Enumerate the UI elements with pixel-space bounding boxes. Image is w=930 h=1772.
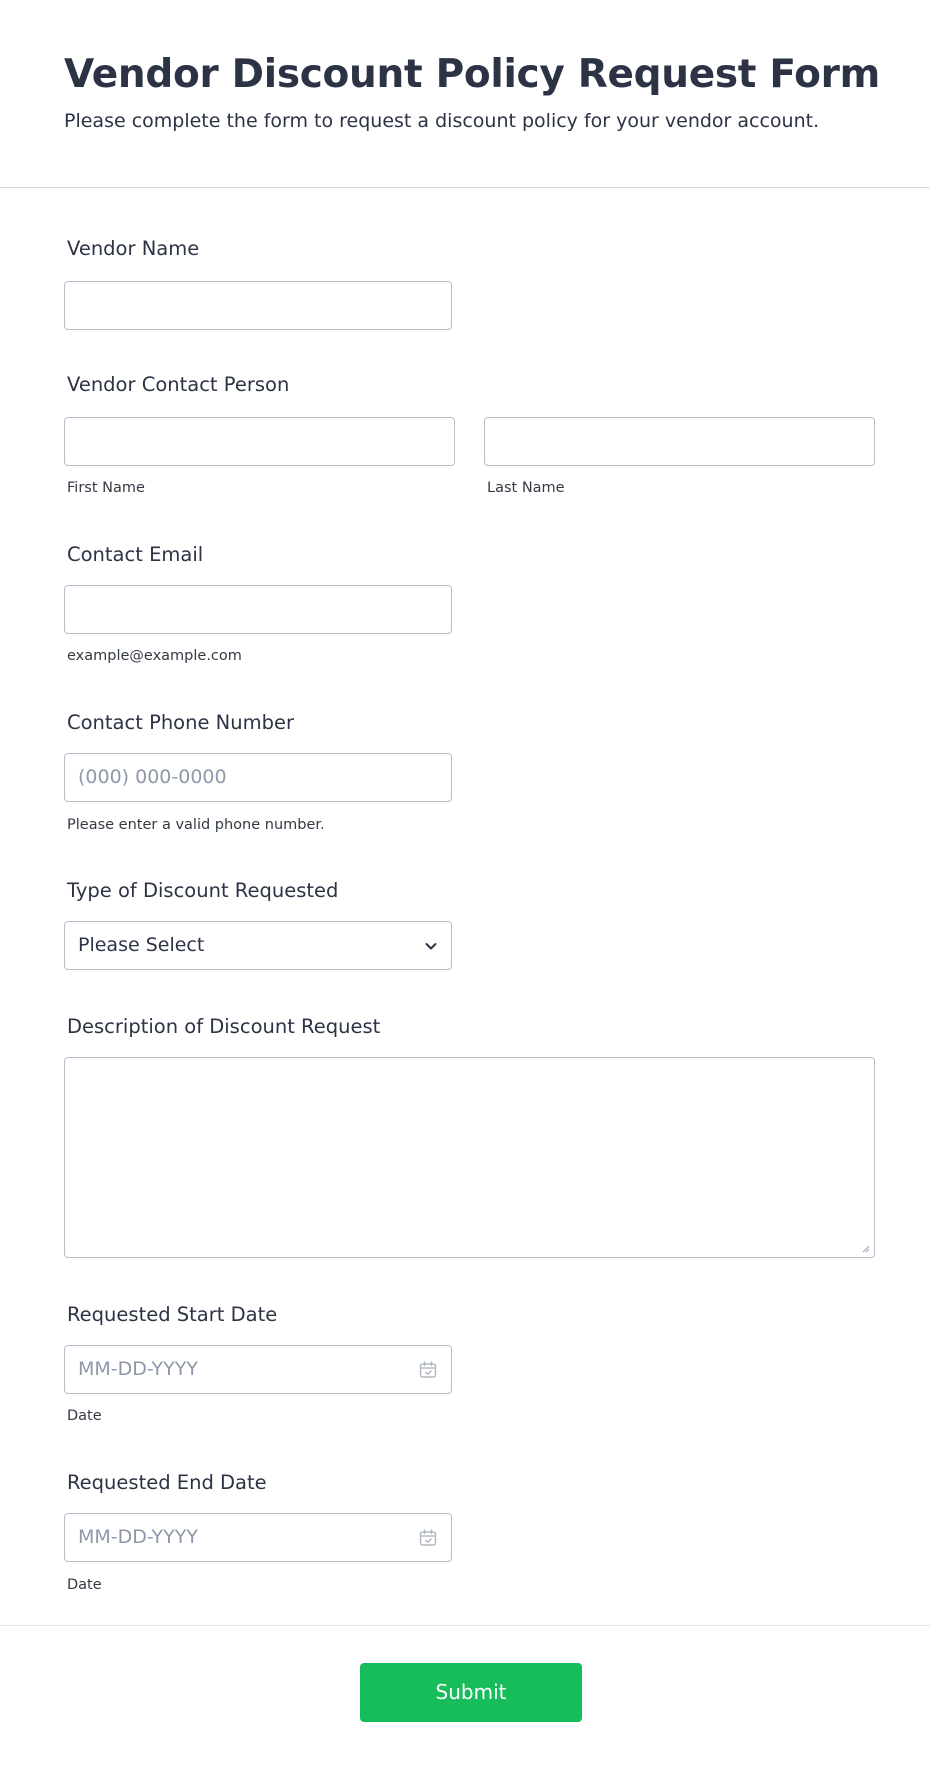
calendar-icon[interactable] (418, 1528, 438, 1548)
end-date-sublabel: Date (67, 1577, 102, 1593)
contact-email-input[interactable] (64, 585, 452, 634)
description-label: Description of Discount Request (67, 1015, 381, 1038)
end-date-input[interactable] (64, 1513, 452, 1562)
description-textarea[interactable] (64, 1057, 875, 1258)
calendar-icon[interactable] (418, 1360, 438, 1380)
discount-type-select[interactable] (64, 921, 452, 970)
contact-phone-label: Contact Phone Number (67, 711, 295, 734)
contact-email-sublabel: example@example.com (67, 648, 242, 664)
contact-email-label: Contact Email (67, 543, 204, 566)
last-name-sublabel: Last Name (487, 480, 565, 496)
end-date-label: Requested End Date (67, 1471, 267, 1494)
end-date-placeholder: MM-DD-YYYY (78, 1526, 198, 1548)
first-name-input[interactable] (64, 417, 455, 466)
chevron-down-icon (423, 938, 439, 954)
start-date-placeholder: MM-DD-YYYY (78, 1358, 198, 1380)
contact-phone-sublabel: Please enter a valid phone number. (67, 817, 325, 833)
form-header (0, 0, 930, 188)
form-subtitle: Please complete the form to request a discount policy for your vendor account. (64, 110, 820, 132)
start-date-label: Requested Start Date (67, 1303, 278, 1326)
footer-divider (0, 1625, 930, 1626)
contact-phone-input[interactable] (64, 753, 452, 802)
form-title: Vendor Discount Policy Request Form (64, 52, 880, 97)
discount-type-selected: Please Select (78, 934, 205, 956)
vendor-name-input[interactable] (64, 281, 452, 330)
contact-phone-placeholder: (000) 000-0000 (78, 766, 227, 788)
discount-type-label: Type of Discount Requested (67, 879, 339, 902)
vendor-name-label: Vendor Name (67, 237, 200, 260)
last-name-input[interactable] (484, 417, 875, 466)
contact-person-label: Vendor Contact Person (67, 373, 290, 396)
start-date-sublabel: Date (67, 1408, 102, 1424)
resize-handle-icon[interactable] (860, 1243, 870, 1253)
first-name-sublabel: First Name (67, 480, 145, 496)
submit-button[interactable]: Submit (360, 1663, 582, 1722)
start-date-input[interactable] (64, 1345, 452, 1394)
